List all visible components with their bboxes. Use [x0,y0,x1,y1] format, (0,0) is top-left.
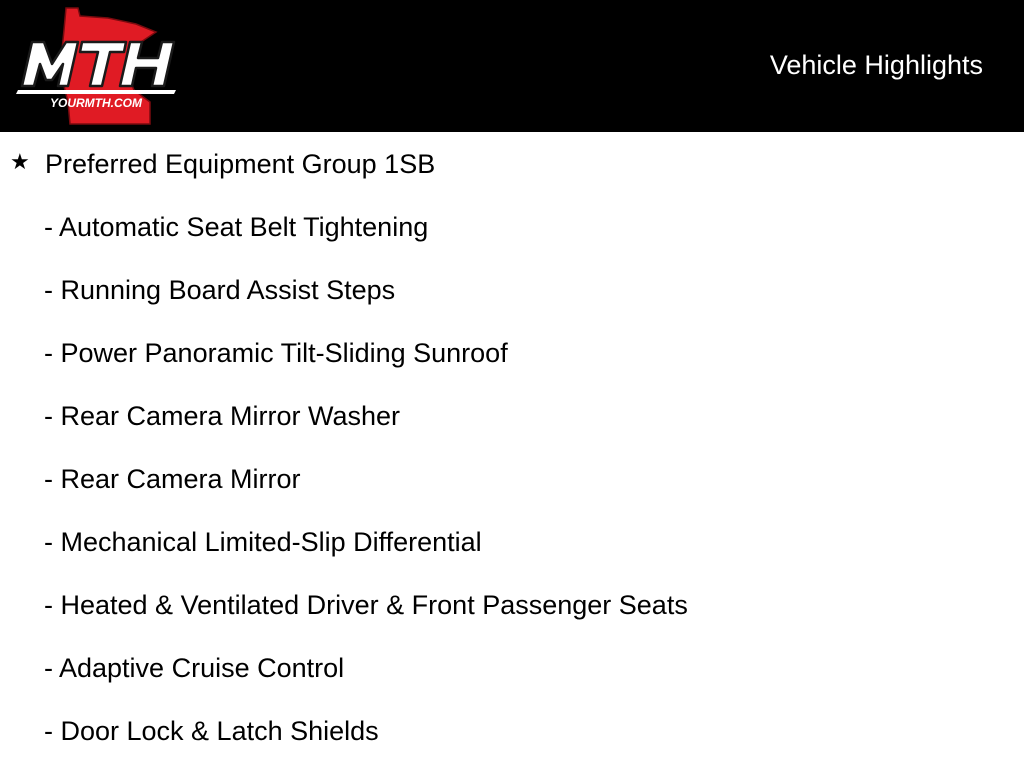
list-item: - Power Panoramic Tilt-Sliding Sunroof [44,338,508,368]
equipment-group-row [0,146,1024,182]
equipment-group-title: Preferred Equipment Group 1SB [45,149,436,179]
dealer-logo [8,6,184,128]
logo-url-text: YOURMTH.COM [50,96,142,110]
feature-list [44,209,688,776]
list-item: - Adaptive Cruise Control [44,653,345,683]
list-item: - Rear Camera Mirror [44,464,301,494]
star-icon: ★ [10,149,30,174]
list-item: - Door Lock & Latch Shields [44,716,379,746]
header-bar [0,0,1024,132]
highlights-section [0,132,1024,768]
page-title: Vehicle Highlights [769,50,983,80]
list-item: - Running Board Assist Steps [44,275,396,305]
list-item: - Mechanical Limited-Slip Differential [44,527,482,557]
list-item: - Heated & Ventilated Driver & Front Passenger Seats [44,590,688,620]
list-item: - Rear Camera Mirror Washer [44,401,401,431]
list-item: - Automatic Seat Belt Tightening [44,212,429,242]
